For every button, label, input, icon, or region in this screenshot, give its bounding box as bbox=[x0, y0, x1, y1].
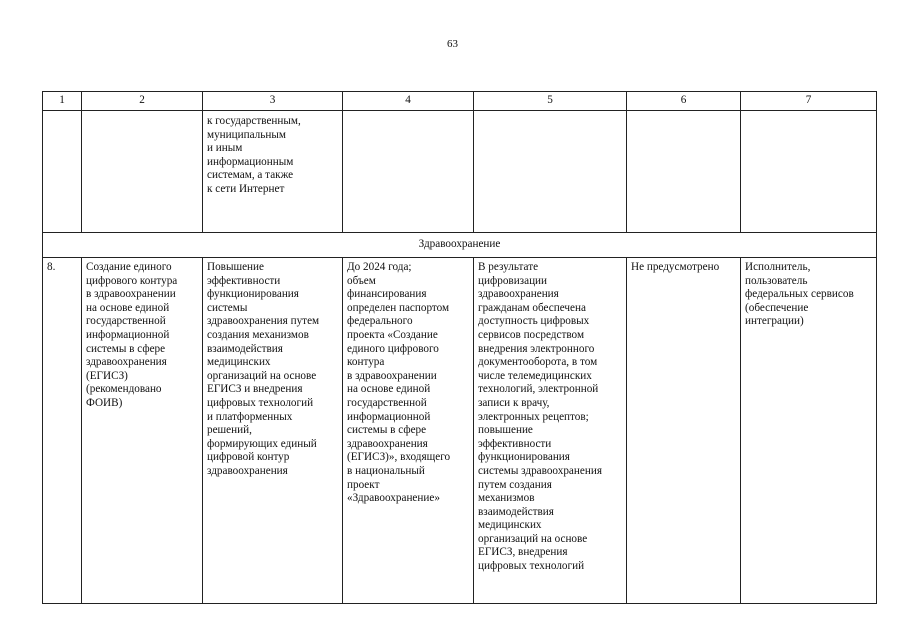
header-cell-2: 2 bbox=[82, 92, 203, 111]
section-title: Здравоохранение bbox=[43, 233, 877, 258]
continuation-cell-5 bbox=[474, 111, 627, 233]
header-cell-5: 5 bbox=[474, 92, 627, 111]
document-table bbox=[42, 91, 877, 604]
header-row bbox=[43, 92, 877, 111]
header-cell-6: 6 bbox=[627, 92, 741, 111]
continuation-cell-1 bbox=[43, 111, 82, 233]
continuation-cell-2 bbox=[82, 111, 203, 233]
item-number: 8. bbox=[43, 258, 82, 604]
item-name-cell: Создание единого цифрового контура в здравоохранении на основе единой государственной информационной системы в сфере здравоохранения (ЕГИСЗ) (рекомендовано ФОИВ) bbox=[82, 258, 203, 604]
item-role-cell: Исполнитель, пользователь федеральных сервисов (обеспечение интеграции) bbox=[741, 258, 877, 604]
continuation-cell-3: к государственным, муниципальным и иным информационным системам, а также к сети Интернет bbox=[203, 111, 343, 233]
header-cell-4: 4 bbox=[343, 92, 474, 111]
header-cell-1: 1 bbox=[43, 92, 82, 111]
item-result-cell: В результате цифровизации здравоохранения гражданам обеспечена доступность цифровых сервисов посредством внедрения электронного документооборота, в том числе телемедицинских технологий, электронной записи к врачу, электронных рецептов; повышение эффективности функционирования системы здравоохранения путем создания механизмов взаимодействия медицинских организаций на основе ЕГИСЗ, внедрения цифровых технологий bbox=[474, 258, 627, 604]
continuation-row bbox=[43, 111, 877, 233]
page-number: 63 bbox=[447, 38, 458, 50]
section-row bbox=[43, 233, 877, 258]
continuation-cell-7 bbox=[741, 111, 877, 233]
item-description-cell: Повышение эффективности функционирования системы здравоохранения путем создания механизмов взаимодействия медицинских организаций на основе ЕГИСЗ и внедрения цифровых технологий и платформенных решений, формирующих единый цифровой контур здравоохранения bbox=[203, 258, 343, 604]
item-terms-cell: До 2024 года; объем финансирования определен паспортом федерального проекта «Создание единого цифрового контура в здравоохранении на основе единой государственной информационной системы в сфере здравоохранения (ЕГИСЗ)», входящего в национальный проект «Здравоохранение» bbox=[343, 258, 474, 604]
item-col6-cell: Не предусмотрено bbox=[627, 258, 741, 604]
continuation-cell-6 bbox=[627, 111, 741, 233]
header-cell-7: 7 bbox=[741, 92, 877, 111]
header-cell-3: 3 bbox=[203, 92, 343, 111]
table-row bbox=[43, 258, 877, 604]
continuation-cell-4 bbox=[343, 111, 474, 233]
